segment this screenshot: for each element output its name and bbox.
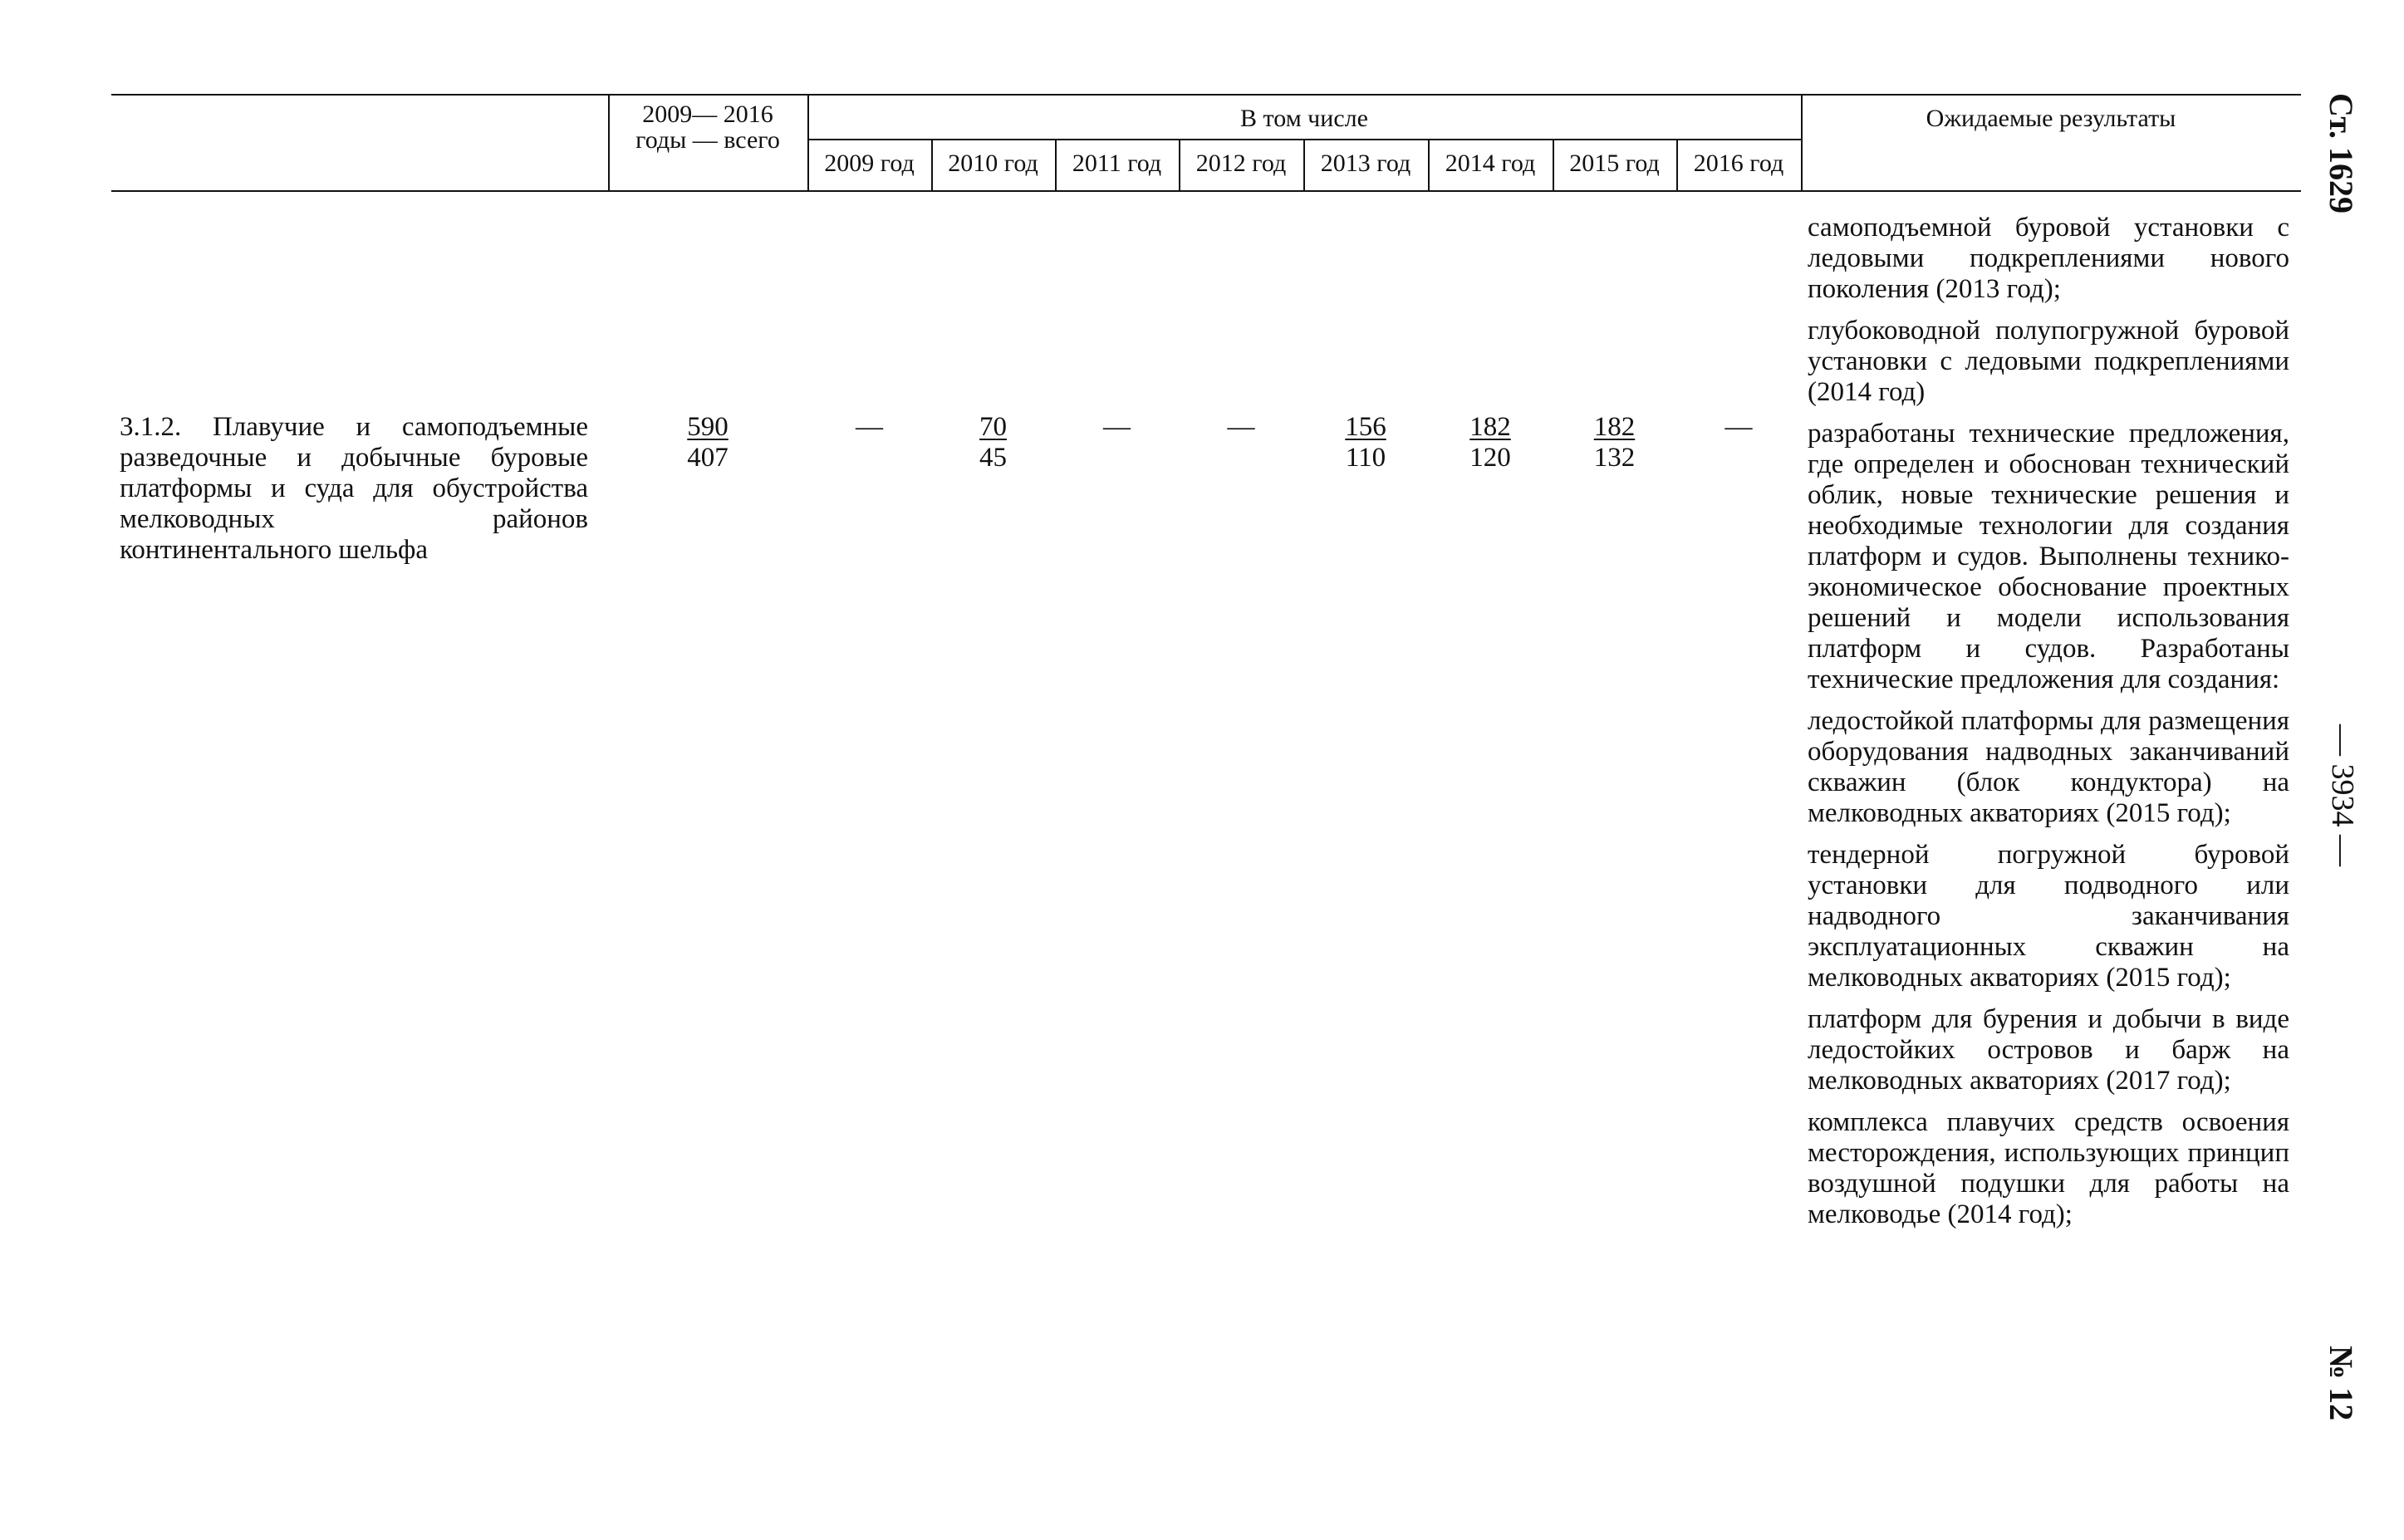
col-rule-1	[608, 94, 610, 190]
item-title: 3.1.2. Плавучие и самоподъемные разведочные и добычные буровые платформы и суда для обустройства мелководных районов континентального шельфа	[120, 412, 588, 565]
value-2014-denominator: 120	[1469, 443, 1511, 473]
header-year-2013: 2013 год	[1320, 150, 1411, 177]
value-2015-numerator: 182	[1593, 412, 1636, 442]
result-paragraph: самоподъемной буровой установки с ледовыми подкреплениями нового поколения (2013 год);	[1808, 213, 2289, 304]
value-2015-denominator: 132	[1593, 443, 1636, 473]
header-year-2009: 2009 год	[824, 150, 915, 177]
header-year-2015: 2015 год	[1569, 150, 1660, 177]
header-results-col: Ожидаемые результаты	[1926, 105, 2176, 132]
result-paragraph: тендерной погружной буровой установки для подводного или надводного заканчивания эксплуатационных скважин на мелководных акваториях (2015 год);	[1808, 840, 2289, 993]
result-paragraph: комплекса плавучих средств освоения месторождения, использующих принцип воздушной подушки для работы на мелководье (2014 год);	[1808, 1107, 2289, 1229]
value-2016: —	[1725, 412, 1753, 442]
total-value	[641, 412, 774, 473]
header-year-2014: 2014 год	[1445, 150, 1536, 177]
value-2014-numerator: 182	[1469, 412, 1511, 442]
value-2013-numerator: 156	[1345, 412, 1386, 442]
expected-results	[1808, 213, 2289, 1241]
value-2012: —	[1227, 412, 1255, 442]
total-numerator: 590	[687, 412, 729, 442]
header-total-col: 2009— 2016 годы — всего	[635, 101, 780, 154]
value-2010	[931, 412, 1055, 473]
margin-article-number: Ст. 1629	[2323, 93, 2360, 213]
header-year-2016: 2016 год	[1693, 150, 1784, 177]
result-paragraph: разработаны технические предложения, где определен и обоснован технический облик, новые технические решения и необходимые технологии для создания платформ и судов. Выполнены технико-экономическое обоснование проектных решений и модели использования платформ и судов. Разработаны технические предложения для создания:	[1808, 419, 2289, 694]
header-bottom-rule	[111, 190, 2301, 192]
margin-issue-number: № 12	[2323, 1346, 2360, 1421]
value-2010-denominator: 45	[979, 443, 1007, 473]
result-paragraph: глубоководной полупогружной буровой установки с ледовыми подкреплениями (2014 год)	[1808, 316, 2289, 407]
value-2015	[1553, 412, 1676, 473]
value-2009: —	[856, 412, 883, 442]
result-paragraph: платформ для бурения и добычи в виде ледостойких островов и барж на мелководных акваториях (2017 год);	[1808, 1004, 2289, 1096]
header-year-2010: 2010 год	[948, 150, 1038, 177]
header-year-2012: 2012 год	[1195, 150, 1287, 177]
table-top-rule	[111, 94, 2301, 96]
value-2010-numerator: 70	[979, 412, 1007, 442]
total-denominator: 407	[687, 443, 729, 473]
value-2013-denominator: 110	[1345, 443, 1386, 473]
value-2011: —	[1103, 412, 1131, 442]
value-2013	[1303, 412, 1428, 473]
header-including: В том числе	[1240, 105, 1368, 132]
value-2014	[1428, 412, 1553, 473]
header-year-2011: 2011 год	[1072, 150, 1162, 177]
result-paragraph: ледостойкой платформы для размещения оборудования надводных заканчиваний скважин (блок кондуктора) на мелководных акваториях (2015 год);	[1808, 706, 2289, 828]
margin-page-number: — 3934 —	[2325, 724, 2360, 866]
